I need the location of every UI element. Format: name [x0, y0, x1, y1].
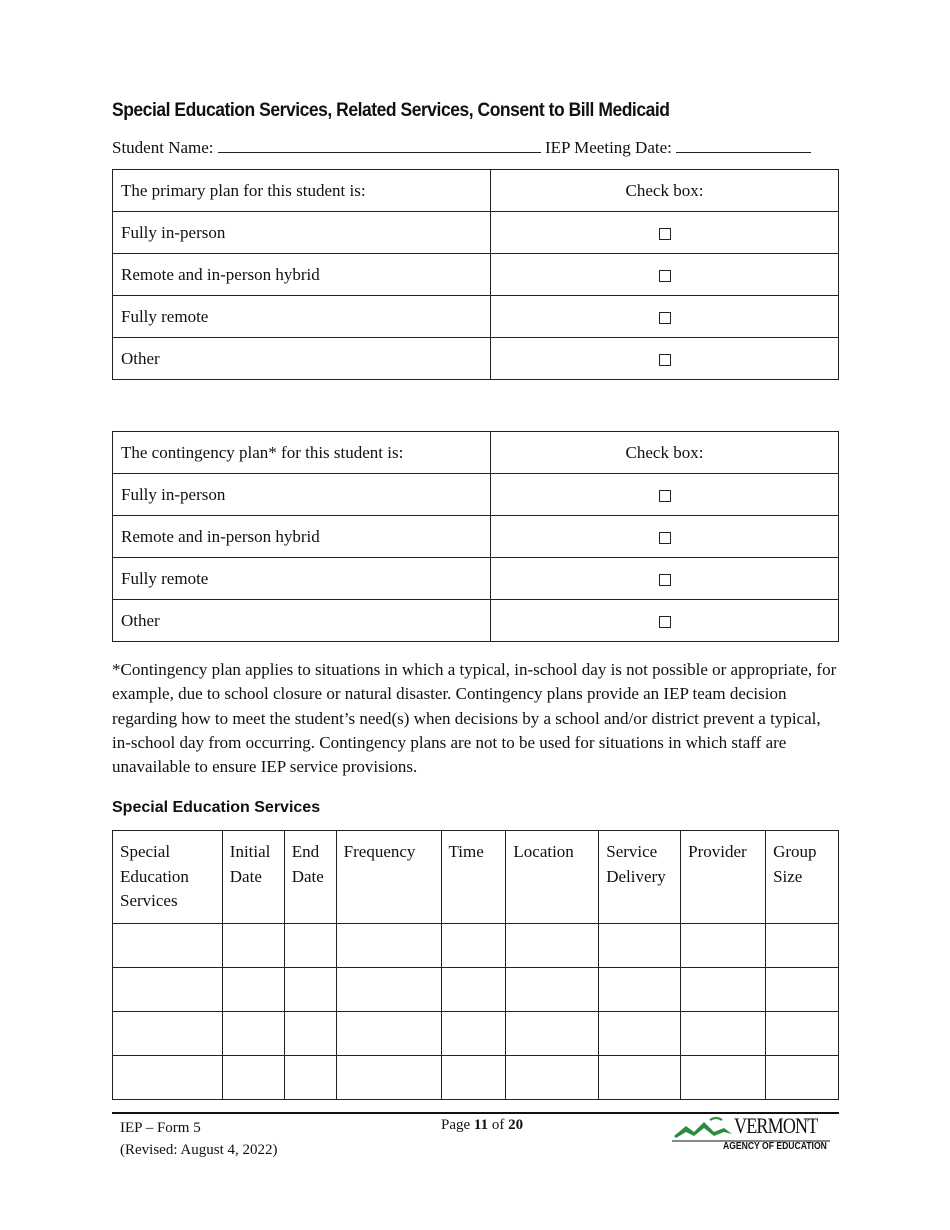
table-cell[interactable]	[222, 923, 284, 967]
table-row	[113, 296, 839, 338]
checkbox[interactable]	[659, 312, 671, 324]
option-label: Other	[113, 600, 491, 642]
table-cell[interactable]	[599, 923, 681, 967]
check-box-header: Check box:	[491, 432, 839, 474]
table-cell[interactable]	[441, 967, 506, 1011]
checkbox[interactable]	[659, 354, 671, 366]
table-cell[interactable]	[336, 967, 441, 1011]
page-prefix: Page	[441, 1117, 471, 1133]
table-cell[interactable]	[681, 1055, 766, 1099]
table-cell[interactable]	[506, 967, 599, 1011]
page-of: of	[491, 1117, 505, 1133]
logo-agency: AGENCY OF EDUCATION	[723, 1141, 827, 1152]
checkbox[interactable]	[659, 616, 671, 628]
table-header-row	[113, 170, 839, 212]
table-cell[interactable]	[441, 1055, 506, 1099]
logo-name: VERMONT	[734, 1113, 818, 1138]
table-row	[113, 558, 839, 600]
primary-plan-header: The primary plan for this student is:	[113, 170, 491, 212]
table-cell[interactable]	[599, 1055, 681, 1099]
option-label: Remote and in-person hybrid	[113, 254, 491, 296]
option-label: Other	[113, 338, 491, 380]
table-row	[113, 923, 839, 967]
table-cell[interactable]	[336, 1011, 441, 1055]
form-name: IEP – Form 5	[120, 1120, 201, 1136]
table-cell[interactable]	[766, 923, 839, 967]
revised-date: (Revised: August 4, 2022)	[120, 1142, 278, 1158]
contingency-plan-table	[112, 431, 839, 642]
table-cell[interactable]	[284, 1055, 336, 1099]
column-header: Special Education Services	[113, 831, 223, 924]
column-header: Service Delivery	[599, 831, 681, 924]
table-cell[interactable]	[599, 1011, 681, 1055]
table-row	[113, 1011, 839, 1055]
table-cell[interactable]	[681, 1011, 766, 1055]
column-header: Frequency	[336, 831, 441, 924]
table-cell[interactable]	[113, 1055, 223, 1099]
student-name-field[interactable]	[218, 137, 541, 153]
table-cell[interactable]	[506, 1011, 599, 1055]
option-label: Remote and in-person hybrid	[113, 516, 491, 558]
services-table	[112, 830, 839, 1100]
column-header: Initial Date	[222, 831, 284, 924]
student-name-label: Student Name:	[112, 138, 214, 157]
checkbox[interactable]	[659, 228, 671, 240]
table-row	[113, 338, 839, 380]
table-cell[interactable]	[222, 1011, 284, 1055]
table-cell[interactable]	[284, 923, 336, 967]
check-box-header: Check box:	[491, 170, 839, 212]
contingency-plan-header: The contingency plan* for this student is:	[113, 432, 491, 474]
table-cell[interactable]	[506, 1055, 599, 1099]
column-header: Provider	[681, 831, 766, 924]
table-cell[interactable]	[222, 967, 284, 1011]
student-info-line	[112, 137, 839, 158]
table-row	[113, 212, 839, 254]
page-title: Special Education Services, Related Services, Consent to Bill Medicaid	[112, 100, 670, 121]
table-cell[interactable]	[222, 1055, 284, 1099]
option-label: Fully remote	[113, 296, 491, 338]
table-cell[interactable]	[681, 967, 766, 1011]
table-cell[interactable]	[599, 967, 681, 1011]
table-cell[interactable]	[506, 923, 599, 967]
footer-form-info	[120, 1117, 278, 1161]
table-cell[interactable]	[441, 1011, 506, 1055]
table-header-row	[113, 432, 839, 474]
checkbox[interactable]	[659, 270, 671, 282]
table-cell[interactable]	[284, 1011, 336, 1055]
table-row	[113, 516, 839, 558]
table-cell[interactable]	[284, 967, 336, 1011]
table-cell[interactable]	[336, 923, 441, 967]
option-label: Fully in-person	[113, 212, 491, 254]
page-total: 20	[508, 1117, 524, 1133]
table-row	[113, 1055, 839, 1099]
column-header: Group Size	[766, 831, 839, 924]
checkbox[interactable]	[659, 532, 671, 544]
checkbox[interactable]	[659, 490, 671, 502]
table-cell[interactable]	[766, 1055, 839, 1099]
page-number	[441, 1117, 523, 1134]
meeting-date-field[interactable]	[676, 137, 811, 153]
page-current: 11	[473, 1117, 489, 1133]
option-label: Fully in-person	[113, 474, 491, 516]
primary-plan-table	[112, 169, 839, 380]
checkbox[interactable]	[659, 574, 671, 586]
table-cell[interactable]	[113, 923, 223, 967]
column-header: Location	[506, 831, 599, 924]
table-cell[interactable]	[766, 967, 839, 1011]
table-header-row	[113, 831, 839, 924]
services-heading: Special Education Services	[112, 799, 321, 816]
table-row	[113, 967, 839, 1011]
table-cell[interactable]	[113, 1011, 223, 1055]
table-cell[interactable]	[766, 1011, 839, 1055]
table-cell[interactable]	[681, 923, 766, 967]
column-header: Time	[441, 831, 506, 924]
table-cell[interactable]	[441, 923, 506, 967]
table-row	[113, 474, 839, 516]
table-row	[113, 600, 839, 642]
option-label: Fully remote	[113, 558, 491, 600]
table-row	[113, 254, 839, 296]
table-cell[interactable]	[113, 967, 223, 1011]
meeting-date-label: IEP Meeting Date:	[545, 138, 672, 157]
contingency-note: *Contingency plan applies to situations in which a typical, in-school day is not possible or appropriate, for example, due to school closure or natural disaster. Contingency plans provide an IEP team decision regarding how to meet the student’s need(s) when decisions by a school and/or district prevent a typical, in-school day from occurring. Contingency plans are not to be used for situations in which staff are unavailable to ensure IEP service provisions.	[112, 660, 837, 777]
column-header: End Date	[284, 831, 336, 924]
table-cell[interactable]	[336, 1055, 441, 1099]
